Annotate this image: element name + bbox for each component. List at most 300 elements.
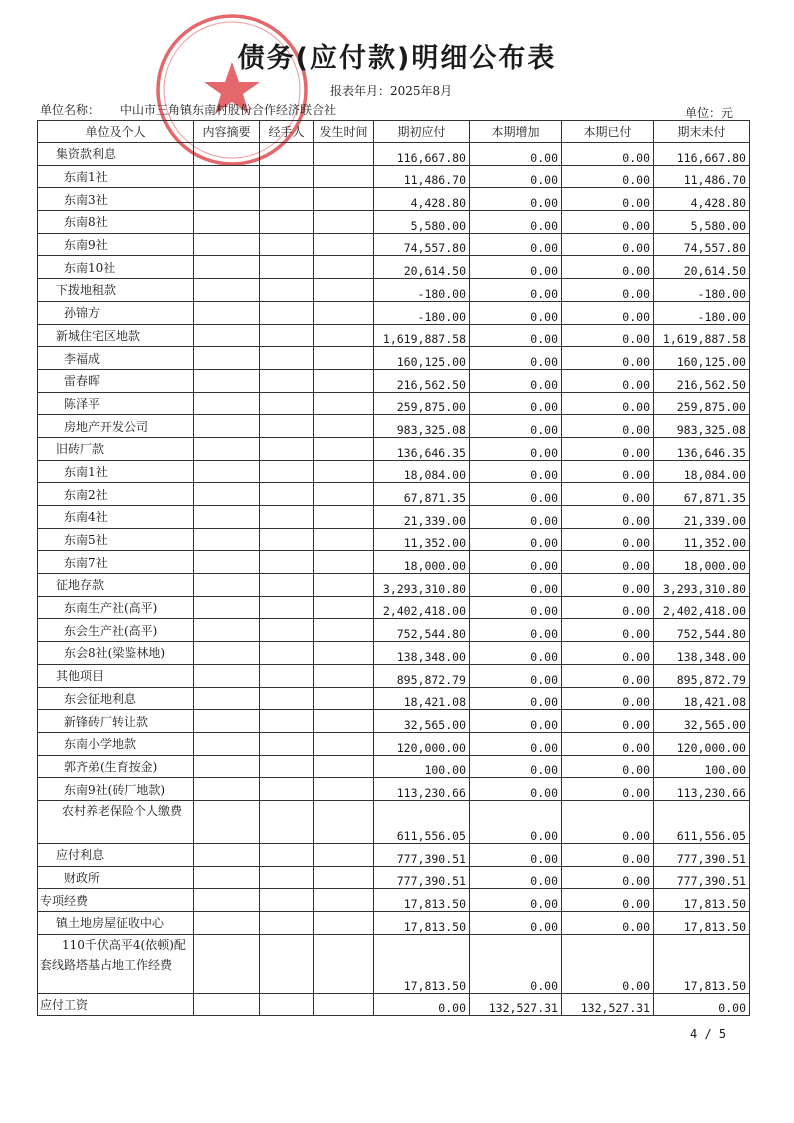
cell-closing: 2,402,418.00 xyxy=(654,596,750,619)
cell-opening: 4,428.80 xyxy=(374,188,470,211)
row-name: 郭齐弟(生育按金) xyxy=(38,755,194,778)
cell-opening: -180.00 xyxy=(374,301,470,324)
cell-opening: 17,813.50 xyxy=(374,934,470,993)
cell-paid: 0.00 xyxy=(562,778,654,801)
empty-cell xyxy=(260,392,314,415)
cell-increase: 0.00 xyxy=(470,324,562,347)
table-row xyxy=(38,483,750,506)
empty-cell xyxy=(194,279,260,302)
cell-closing: 116,667.80 xyxy=(654,143,750,166)
empty-cell xyxy=(314,437,374,460)
cell-paid: 0.00 xyxy=(562,574,654,597)
empty-cell xyxy=(194,866,260,889)
empty-cell xyxy=(260,369,314,392)
col-header: 经手人 xyxy=(260,121,314,143)
cell-paid: 0.00 xyxy=(562,619,654,642)
cell-closing: 216,562.50 xyxy=(654,369,750,392)
empty-cell xyxy=(260,664,314,687)
empty-cell xyxy=(314,369,374,392)
table-row xyxy=(38,619,750,642)
cell-opening: 160,125.00 xyxy=(374,347,470,370)
empty-cell xyxy=(194,369,260,392)
table-row xyxy=(38,233,750,256)
empty-cell xyxy=(314,301,374,324)
empty-cell xyxy=(260,710,314,733)
empty-cell xyxy=(194,710,260,733)
cell-opening: 895,872.79 xyxy=(374,664,470,687)
empty-cell xyxy=(260,437,314,460)
empty-cell xyxy=(314,843,374,866)
cell-increase: 0.00 xyxy=(470,483,562,506)
table-row xyxy=(38,664,750,687)
empty-cell xyxy=(260,324,314,347)
cell-paid: 0.00 xyxy=(562,664,654,687)
currency-unit: 单位：元 xyxy=(685,106,734,120)
empty-cell xyxy=(314,551,374,574)
row-name: 东南5社 xyxy=(38,528,194,551)
empty-cell xyxy=(194,392,260,415)
cell-increase: 0.00 xyxy=(470,800,562,843)
empty-cell xyxy=(314,800,374,843)
empty-cell xyxy=(194,732,260,755)
empty-cell xyxy=(194,256,260,279)
row-name: 新锋砖厂转让款 xyxy=(38,710,194,733)
empty-cell xyxy=(194,619,260,642)
cell-closing: 138,348.00 xyxy=(654,642,750,665)
table-row xyxy=(38,165,750,188)
table-row xyxy=(38,732,750,755)
empty-cell xyxy=(260,460,314,483)
col-header: 内容摘要 xyxy=(194,121,260,143)
empty-cell xyxy=(260,755,314,778)
cell-paid: 0.00 xyxy=(562,889,654,912)
cell-closing: 120,000.00 xyxy=(654,732,750,755)
empty-cell xyxy=(194,460,260,483)
cell-opening: 21,339.00 xyxy=(374,506,470,529)
cell-opening: 120,000.00 xyxy=(374,732,470,755)
table-row xyxy=(38,843,750,866)
empty-cell xyxy=(194,889,260,912)
table-row xyxy=(38,347,750,370)
row-name: 其他项目 xyxy=(38,664,194,687)
table-row xyxy=(38,934,750,993)
empty-cell xyxy=(314,211,374,234)
cell-closing: 3,293,310.80 xyxy=(654,574,750,597)
row-name: 农村养老保险个人缴费 xyxy=(38,800,194,843)
table-row xyxy=(38,778,750,801)
cell-increase: 0.00 xyxy=(470,574,562,597)
empty-cell xyxy=(194,188,260,211)
empty-cell xyxy=(314,143,374,166)
row-name: 镇土地房屋征收中心 xyxy=(38,912,194,935)
cell-closing: 5,580.00 xyxy=(654,211,750,234)
empty-cell xyxy=(260,301,314,324)
cell-increase: 0.00 xyxy=(470,233,562,256)
empty-cell xyxy=(194,596,260,619)
cell-closing: 20,614.50 xyxy=(654,256,750,279)
empty-cell xyxy=(194,687,260,710)
empty-cell xyxy=(314,619,374,642)
payables-table xyxy=(37,120,750,1016)
empty-cell xyxy=(314,256,374,279)
cell-closing: 17,813.50 xyxy=(654,889,750,912)
cell-paid: 0.00 xyxy=(562,369,654,392)
table-header-row xyxy=(38,121,750,143)
cell-increase: 0.00 xyxy=(470,415,562,438)
empty-cell xyxy=(314,574,374,597)
empty-cell xyxy=(260,256,314,279)
table-body xyxy=(38,143,750,1016)
table-row xyxy=(38,301,750,324)
empty-cell xyxy=(194,664,260,687)
cell-paid: 0.00 xyxy=(562,710,654,733)
empty-cell xyxy=(194,437,260,460)
table-row xyxy=(38,211,750,234)
cell-paid: 0.00 xyxy=(562,866,654,889)
empty-cell xyxy=(260,347,314,370)
cell-paid: 0.00 xyxy=(562,211,654,234)
empty-cell xyxy=(260,912,314,935)
empty-cell xyxy=(260,528,314,551)
row-name: 东南8社 xyxy=(38,211,194,234)
table-row xyxy=(38,324,750,347)
empty-cell xyxy=(314,755,374,778)
cell-closing: 752,544.80 xyxy=(654,619,750,642)
cell-paid: 0.00 xyxy=(562,732,654,755)
cell-paid: 0.00 xyxy=(562,687,654,710)
cell-opening: 216,562.50 xyxy=(374,369,470,392)
cell-paid: 0.00 xyxy=(562,279,654,302)
cell-opening: -180.00 xyxy=(374,279,470,302)
col-header: 本期已付 xyxy=(562,121,654,143)
cell-increase: 0.00 xyxy=(470,710,562,733)
table-row xyxy=(38,188,750,211)
unit-name: 中山市三角镇东南村股份合作经济联合社 xyxy=(120,103,337,117)
empty-cell xyxy=(194,574,260,597)
cell-opening: 11,486.70 xyxy=(374,165,470,188)
cell-increase: 0.00 xyxy=(470,912,562,935)
cell-increase: 0.00 xyxy=(470,843,562,866)
table-row xyxy=(38,866,750,889)
cell-opening: 136,646.35 xyxy=(374,437,470,460)
row-name: 东南3社 xyxy=(38,188,194,211)
cell-opening: 116,667.80 xyxy=(374,143,470,166)
table-row xyxy=(38,528,750,551)
col-header: 发生时间 xyxy=(314,121,374,143)
cell-paid: 0.00 xyxy=(562,551,654,574)
table-row xyxy=(38,574,750,597)
page-number: 4 / 5 xyxy=(690,1027,727,1041)
table-row xyxy=(38,256,750,279)
cell-opening: 611,556.05 xyxy=(374,800,470,843)
cell-opening: 18,421.08 xyxy=(374,687,470,710)
empty-cell xyxy=(194,993,260,1016)
cell-paid: 0.00 xyxy=(562,165,654,188)
cell-closing: 259,875.00 xyxy=(654,392,750,415)
empty-cell xyxy=(260,165,314,188)
cell-increase: 0.00 xyxy=(470,596,562,619)
cell-opening: 17,813.50 xyxy=(374,889,470,912)
empty-cell xyxy=(314,642,374,665)
empty-cell xyxy=(260,188,314,211)
cell-closing: 74,557.80 xyxy=(654,233,750,256)
empty-cell xyxy=(314,233,374,256)
cell-opening: 67,871.35 xyxy=(374,483,470,506)
cell-increase: 0.00 xyxy=(470,732,562,755)
table-row xyxy=(38,392,750,415)
cell-opening: 983,325.08 xyxy=(374,415,470,438)
row-name: 集资款利息 xyxy=(38,143,194,166)
cell-increase: 0.00 xyxy=(470,506,562,529)
table-row xyxy=(38,889,750,912)
cell-increase: 0.00 xyxy=(470,279,562,302)
cell-paid: 0.00 xyxy=(562,460,654,483)
cell-increase: 0.00 xyxy=(470,188,562,211)
empty-cell xyxy=(194,506,260,529)
cell-increase: 0.00 xyxy=(470,165,562,188)
empty-cell xyxy=(314,188,374,211)
cell-increase: 0.00 xyxy=(470,211,562,234)
empty-cell xyxy=(260,619,314,642)
row-name: 李福成 xyxy=(38,347,194,370)
cell-opening: 1,619,887.58 xyxy=(374,324,470,347)
row-name: 东会征地利息 xyxy=(38,687,194,710)
cell-closing: 17,813.50 xyxy=(654,934,750,993)
cell-closing: 21,339.00 xyxy=(654,506,750,529)
cell-closing: 611,556.05 xyxy=(654,800,750,843)
table-row xyxy=(38,369,750,392)
row-name: 东南9社(砖厂地款) xyxy=(38,778,194,801)
empty-cell xyxy=(260,642,314,665)
empty-cell xyxy=(314,934,374,993)
empty-cell xyxy=(314,687,374,710)
cell-opening: 752,544.80 xyxy=(374,619,470,642)
cell-paid: 0.00 xyxy=(562,755,654,778)
empty-cell xyxy=(260,551,314,574)
empty-cell xyxy=(194,755,260,778)
empty-cell xyxy=(194,800,260,843)
col-header: 单位及个人 xyxy=(38,121,194,143)
cell-opening: 32,565.00 xyxy=(374,710,470,733)
table-row xyxy=(38,460,750,483)
empty-cell xyxy=(260,415,314,438)
cell-increase: 0.00 xyxy=(470,866,562,889)
cell-increase: 0.00 xyxy=(470,619,562,642)
row-name: 财政所 xyxy=(38,866,194,889)
cell-closing: 777,390.51 xyxy=(654,866,750,889)
empty-cell xyxy=(194,211,260,234)
row-name: 东会生产社(高平) xyxy=(38,619,194,642)
table-row xyxy=(38,551,750,574)
empty-cell xyxy=(260,279,314,302)
row-name: 下拨地租款 xyxy=(38,279,194,302)
cell-increase: 0.00 xyxy=(470,460,562,483)
cell-increase: 0.00 xyxy=(470,392,562,415)
cell-paid: 0.00 xyxy=(562,188,654,211)
empty-cell xyxy=(314,889,374,912)
cell-increase: 0.00 xyxy=(470,934,562,993)
cell-closing: 777,390.51 xyxy=(654,843,750,866)
row-name: 东南2社 xyxy=(38,483,194,506)
cell-paid: 0.00 xyxy=(562,415,654,438)
row-name: 征地存款 xyxy=(38,574,194,597)
cell-increase: 0.00 xyxy=(470,347,562,370)
empty-cell xyxy=(260,866,314,889)
cell-paid: 0.00 xyxy=(562,347,654,370)
cell-opening: 74,557.80 xyxy=(374,233,470,256)
row-name: 房地产开发公司 xyxy=(38,415,194,438)
cell-increase: 0.00 xyxy=(470,778,562,801)
row-name: 东南1社 xyxy=(38,460,194,483)
col-header: 本期增加 xyxy=(470,121,562,143)
cell-paid: 0.00 xyxy=(562,843,654,866)
cell-paid: 132,527.31 xyxy=(562,993,654,1016)
cell-closing: 113,230.66 xyxy=(654,778,750,801)
table-row xyxy=(38,993,750,1016)
cell-increase: 132,527.31 xyxy=(470,993,562,1016)
empty-cell xyxy=(314,347,374,370)
empty-cell xyxy=(314,460,374,483)
empty-cell xyxy=(194,347,260,370)
report-period: 报表年月：2025年8月 xyxy=(330,84,453,98)
cell-closing: 136,646.35 xyxy=(654,437,750,460)
row-name: 东南1社 xyxy=(38,165,194,188)
cell-closing: 18,000.00 xyxy=(654,551,750,574)
row-name: 110千伏高平4(依顿)配套线路塔基占地工作经费 xyxy=(38,934,194,993)
cell-increase: 0.00 xyxy=(470,528,562,551)
cell-increase: 0.00 xyxy=(470,755,562,778)
cell-increase: 0.00 xyxy=(470,664,562,687)
empty-cell xyxy=(194,143,260,166)
empty-cell xyxy=(314,415,374,438)
empty-cell xyxy=(194,483,260,506)
cell-opening: 0.00 xyxy=(374,993,470,1016)
empty-cell xyxy=(260,143,314,166)
cell-closing: 100.00 xyxy=(654,755,750,778)
cell-closing: 895,872.79 xyxy=(654,664,750,687)
cell-closing: 1,619,887.58 xyxy=(654,324,750,347)
cell-opening: 18,084.00 xyxy=(374,460,470,483)
cell-increase: 0.00 xyxy=(470,642,562,665)
cell-paid: 0.00 xyxy=(562,392,654,415)
empty-cell xyxy=(194,324,260,347)
table-row xyxy=(38,710,750,733)
cell-opening: 777,390.51 xyxy=(374,843,470,866)
cell-closing: 0.00 xyxy=(654,993,750,1016)
empty-cell xyxy=(314,993,374,1016)
cell-paid: 0.00 xyxy=(562,800,654,843)
cell-paid: 0.00 xyxy=(562,483,654,506)
row-name: 雷春晖 xyxy=(38,369,194,392)
cell-closing: 11,352.00 xyxy=(654,528,750,551)
empty-cell xyxy=(194,528,260,551)
table-row xyxy=(38,687,750,710)
cell-closing: 18,084.00 xyxy=(654,460,750,483)
empty-cell xyxy=(194,301,260,324)
cell-opening: 259,875.00 xyxy=(374,392,470,415)
cell-paid: 0.00 xyxy=(562,324,654,347)
cell-closing: 32,565.00 xyxy=(654,710,750,733)
empty-cell xyxy=(194,843,260,866)
col-header: 期末未付 xyxy=(654,121,750,143)
page-title: 债务(应付款)明细公布表 xyxy=(237,43,557,74)
cell-increase: 0.00 xyxy=(470,687,562,710)
empty-cell xyxy=(260,687,314,710)
cell-paid: 0.00 xyxy=(562,934,654,993)
empty-cell xyxy=(194,233,260,256)
table-row xyxy=(38,912,750,935)
empty-cell xyxy=(194,778,260,801)
empty-cell xyxy=(314,324,374,347)
cell-opening: 138,348.00 xyxy=(374,642,470,665)
table-row xyxy=(38,642,750,665)
unit-name-label: 单位名称： xyxy=(40,103,101,117)
cell-closing: 18,421.08 xyxy=(654,687,750,710)
cell-increase: 0.00 xyxy=(470,551,562,574)
empty-cell xyxy=(260,993,314,1016)
row-name: 旧砖厂款 xyxy=(38,437,194,460)
cell-paid: 0.00 xyxy=(562,528,654,551)
cell-opening: 18,000.00 xyxy=(374,551,470,574)
empty-cell xyxy=(194,165,260,188)
empty-cell xyxy=(260,732,314,755)
table-row xyxy=(38,755,750,778)
empty-cell xyxy=(314,392,374,415)
cell-opening: 113,230.66 xyxy=(374,778,470,801)
row-name: 东南9社 xyxy=(38,233,194,256)
table-row xyxy=(38,143,750,166)
cell-paid: 0.00 xyxy=(562,596,654,619)
cell-opening: 100.00 xyxy=(374,755,470,778)
empty-cell xyxy=(314,528,374,551)
cell-opening: 2,402,418.00 xyxy=(374,596,470,619)
empty-cell xyxy=(260,596,314,619)
empty-cell xyxy=(314,866,374,889)
cell-increase: 0.00 xyxy=(470,369,562,392)
cell-opening: 5,580.00 xyxy=(374,211,470,234)
empty-cell xyxy=(314,912,374,935)
empty-cell xyxy=(314,506,374,529)
empty-cell xyxy=(194,415,260,438)
row-name: 陈泽平 xyxy=(38,392,194,415)
empty-cell xyxy=(260,574,314,597)
empty-cell xyxy=(194,551,260,574)
cell-opening: 777,390.51 xyxy=(374,866,470,889)
cell-paid: 0.00 xyxy=(562,233,654,256)
cell-opening: 20,614.50 xyxy=(374,256,470,279)
empty-cell xyxy=(260,778,314,801)
row-name: 东会8社(梁鉴林地) xyxy=(38,642,194,665)
cell-increase: 0.00 xyxy=(470,437,562,460)
cell-increase: 0.00 xyxy=(470,889,562,912)
cell-opening: 11,352.00 xyxy=(374,528,470,551)
row-name: 专项经费 xyxy=(38,889,194,912)
empty-cell xyxy=(314,778,374,801)
empty-cell xyxy=(194,934,260,993)
empty-cell xyxy=(314,165,374,188)
empty-cell xyxy=(314,483,374,506)
empty-cell xyxy=(314,710,374,733)
cell-paid: 0.00 xyxy=(562,256,654,279)
cell-increase: 0.00 xyxy=(470,256,562,279)
table-row xyxy=(38,279,750,302)
empty-cell xyxy=(314,596,374,619)
cell-opening: 17,813.50 xyxy=(374,912,470,935)
empty-cell xyxy=(260,233,314,256)
empty-cell xyxy=(260,506,314,529)
cell-increase: 0.00 xyxy=(470,301,562,324)
cell-closing: 17,813.50 xyxy=(654,912,750,935)
